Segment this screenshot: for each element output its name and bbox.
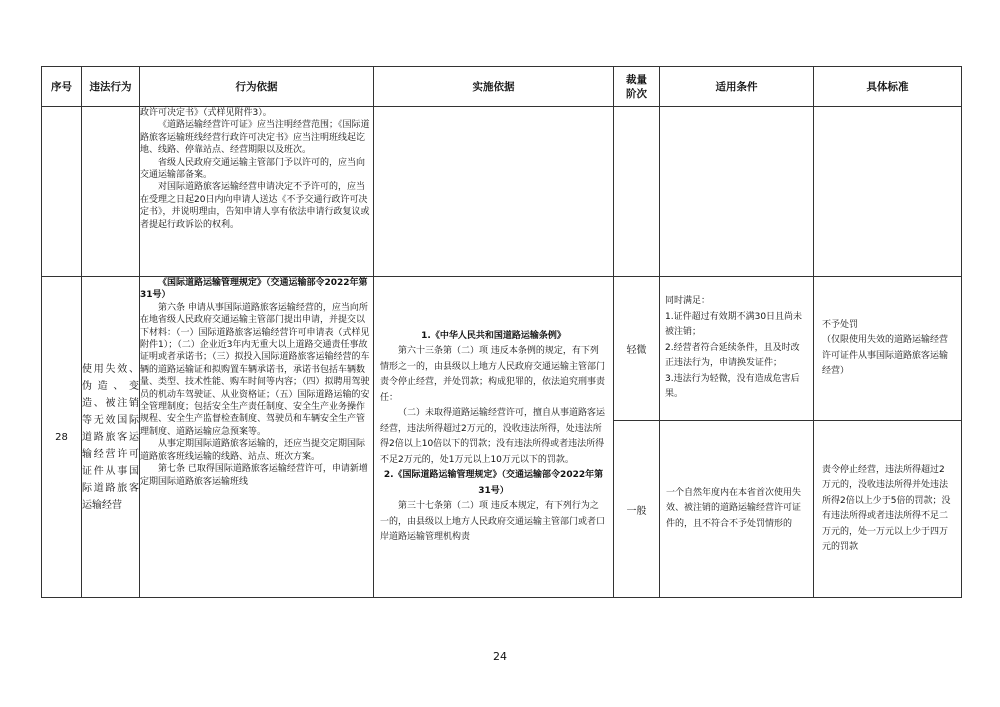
standard-cell-empty [814, 107, 962, 277]
condition-minor [660, 277, 814, 421]
header-condition: 适用条件 [660, 67, 814, 107]
standard-minor [814, 277, 962, 421]
basis-text: 省级人民政府交通运输主管部门予以许可的，应当向交通运输部备案。 [140, 157, 366, 181]
basis-text: 政许可决定书》（式样见附件3）。 [140, 108, 272, 118]
penalty-discretion-table [41, 66, 962, 598]
seq-cell-empty [42, 107, 82, 277]
impl-text: 第三十七条第（二）项 违反本规定，有下列行为之一的，由县级以上地方人民政府交通运输主管部门或者口岸道路运输管理机构责 [380, 501, 606, 542]
basis-cell-continued [140, 107, 374, 277]
basis-cell [140, 277, 374, 598]
standard-text: 不予处罚 [822, 319, 859, 330]
page-number: 24 [493, 650, 507, 663]
basis-text: 从事定期国际道路旅客运输的，还应当提交定期国际道路旅客班线运输的线路、站点、班次方案。 [140, 439, 366, 462]
basis-text: 《道路运输经营许可证》应当注明经营范围；《国际道路旅客运输班线经营行政许可决定书》应当注明班线起讫地、线路、停靠站点、经营期限以及班次。 [140, 120, 370, 156]
level-cell-empty [614, 107, 660, 277]
condition-cell-empty [660, 107, 814, 277]
level-minor: 轻微 [614, 277, 660, 421]
implementation-cell [374, 277, 614, 598]
basis-text: 第七条 已取得国际道路旅客运输经营许可，申请新增定期国际道路旅客运输班线 [140, 464, 368, 487]
header-violation: 违法行为 [82, 67, 140, 107]
impl-text: （二）未取得道路运输经营许可，擅自从事道路客运经营，违法所得超过2万元的，没收违法所得，处违法所得2倍以上10倍以下的罚款；没有违法所得或者违法所得不足2万元的，处1万元以上10万元以下的罚款。 [380, 408, 606, 465]
header-level: 裁量 阶次 [614, 67, 660, 107]
implementation-cell-empty [374, 107, 614, 277]
violation-description: 使用失效、伪造、变造、被注销等无效国际道路旅客运输经营许可证件从事国际道路旅客运输经营 [82, 277, 140, 598]
basis-text: 对国际道路旅客运输经营申请决定不予许可的，应当在受理之日起20日内向申请人送达《不予交通行政许可决定书》，并说明理由，告知申请人享有依法申请行政复议或者提起行政诉讼的权利。 [140, 182, 370, 230]
basis-text: 第六条 申请从事国际道路旅客运输经营的，应当向所在地省级人民政府交通运输主管部门提出申请，并提交以下材料：（一）国际道路旅客运输经营许可申请表（式样见附件1）；（二）企业近3年内无重大以上道路交通责任事故证明或者承诺书；（三）拟投入国际道路旅客运输经营的车辆的道路运输证和拟购置车辆承诺书，承诺书包括车辆数量、类型、技术性能、购车时间等内容；（四）拟聘用驾驶员的机动车驾驶证、从业资格证；（五）国际道路运输的安全管理制度；包括安全生产责任制度、安全生产业务操作规程、安全生产监督检查制度、驾驶员和车辆安全生产管理制度、道路运输应急预案等。 [140, 302, 370, 437]
violation-cell-empty [82, 107, 140, 277]
level-general: 一般 [614, 421, 660, 598]
impl-title: 2.《国际道路运输管理规定》（交通运输部令2022年第31号） [383, 470, 604, 496]
basis-title: 《国际道路运输管理规定》（交通运输部令2022年第31号） [140, 278, 368, 301]
header-implementation: 实施依据 [374, 67, 614, 107]
standard-text: （仅限使用失效的道路运输经营许可证件从事国际道路旅客运输经营） [822, 335, 949, 376]
header-seq: 序号 [42, 67, 82, 107]
condition-general [660, 421, 814, 598]
impl-title: 1.《中华人民共和国道路运输条例》 [421, 330, 566, 341]
standard-text: 责令停止经营，违法所得超过2万元的，没收违法所得并处违法所得2倍以上少于5倍的罚款；没有违法所得或者违法所得不足二万元的，处一万元以上少于四万元的罚款 [822, 464, 951, 552]
standard-general [814, 421, 962, 598]
condition-text: 一个自然年度内在本省首次使用失效、被注销的道路运输经营许可证件的，且不符合不予处罚情形的 [666, 487, 802, 529]
impl-text: 第六十三条第（二）项 违反本条例的规定，有下列情形之一的，由县级以上地方人民政府交通运输主管部门责令停止经营，并处罚款；构成犯罪的，依法追究刑事责任： [380, 346, 606, 403]
seq-number: 28 [42, 277, 82, 598]
table-row [42, 277, 962, 421]
header-basis: 行为依据 [140, 67, 374, 107]
condition-text: 2.经营者符合延续条件，且及时改正违法行为，申请换发证件； [665, 342, 800, 369]
table-row [42, 107, 962, 277]
condition-text: 1.证件超过有效期不满30日且尚未被注销； [665, 311, 803, 338]
condition-text: 3.违法行为轻微，没有造成危害后果。 [665, 373, 800, 400]
table-header-row [42, 67, 962, 107]
header-standard: 具体标准 [814, 67, 962, 107]
condition-text: 同时满足： [665, 296, 711, 307]
